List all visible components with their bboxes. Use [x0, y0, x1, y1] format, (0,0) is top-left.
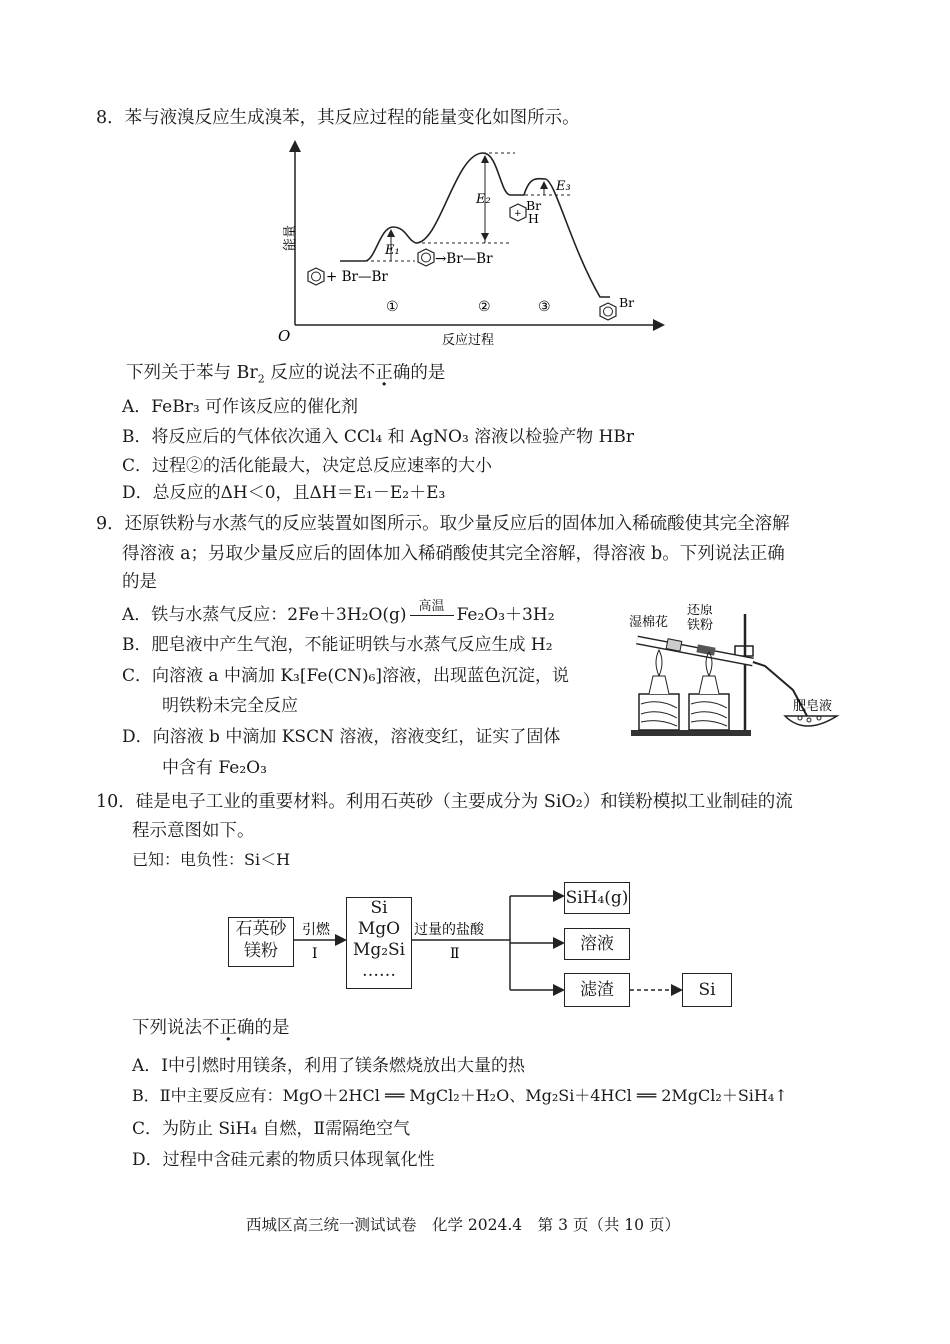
q9-option-b[interactable]: B．肥皂液中产生气泡，不能证明铁与水蒸气反应生成 H₂ [122, 635, 553, 655]
flow-final-si: Si [682, 973, 732, 1007]
energy-diagram [270, 135, 670, 350]
alcohol-lamp-1 [639, 650, 679, 730]
intermediate-h: H [528, 211, 539, 226]
svg-text:+: + [514, 209, 522, 219]
q8-option-c[interactable]: C．过程②的活化能最大，决定总反应速率的大小 [122, 456, 493, 476]
q8-option-d[interactable]: D．总反应的ΔH＜0，且ΔH＝E₁－E₂＋E₃ [122, 483, 446, 503]
flow-out-solution: 溶液 [564, 928, 630, 960]
reactant-label: + Br—Br [326, 269, 388, 285]
y-axis-label: 能量 [283, 224, 298, 251]
arenium-intermediate-icon [510, 204, 526, 221]
q8-stem: 8．苯与液溴反应生成溴苯，其反应过程的能量变化如图所示。 [96, 108, 580, 128]
origin-label: O [278, 327, 291, 345]
q9-stem-line1: 9．还原铁粉与水蒸气的反应装置如图所示。取少量反应后的固体加入稀硫酸使其完全溶解 [96, 514, 790, 534]
q10-option-b[interactable]: B．Ⅱ中主要反应有：MgO＋2HCl ══ MgCl₂＋H₂O、Mg₂Si＋4HCl ══ 2MgCl₂＋SiH₄↑ [132, 1086, 788, 1105]
step1-label: 引燃 [302, 922, 330, 938]
pi-complex-benzene-icon [418, 249, 434, 266]
step1-num: Ⅰ [312, 946, 318, 962]
flow-start-box: 石英砂 镁粉 [228, 917, 294, 967]
apparatus-diagram [625, 604, 845, 746]
q10-option-a[interactable]: A．Ⅰ中引燃时用镁条，利用了镁条燃烧放出大量的热 [132, 1056, 525, 1076]
step3-label: ③ [538, 299, 551, 315]
flow-out-sih4: SiH₄(g) [564, 882, 630, 914]
q9-stem-line3: 的是 [122, 572, 157, 592]
q10-known: 已知：电负性：Si＜H [132, 850, 291, 869]
q9-option-d-line2: 中含有 Fe₂O₃ [162, 758, 267, 778]
flow-arrows [292, 880, 692, 1010]
e2-label: E₂ [476, 192, 491, 207]
step1-label: ① [386, 299, 399, 315]
q9-option-c-line1[interactable]: C．向溶液 a 中滴加 K₃[Fe(CN)₆]溶液，出现蓝色沉淀，说 [122, 666, 570, 686]
label-soap: 肥皂液 [793, 699, 833, 714]
label-iron-2: 铁粉 [687, 618, 714, 633]
q10-sub-stem: 下列说法不正确的是 [132, 1018, 290, 1038]
stand-base [631, 730, 751, 736]
q8-option-a[interactable]: A．FeBr₃ 可作该反应的催化剂 [122, 397, 359, 417]
step2-label: ② [478, 299, 491, 315]
page-footer: 西城区高三统一测试试卷 化学 2024.4 第 3 页（共 10 页） [246, 1216, 680, 1234]
step2-num: Ⅱ [450, 946, 460, 962]
x-axis-label: 反应过程 [442, 333, 495, 348]
q10-stem-line2: 程示意图如下。 [132, 821, 255, 841]
bromobenzene-icon [600, 303, 616, 320]
label-wet-cotton: 湿棉花 [629, 615, 669, 630]
q10-stem-line1: 10．硅是电子工业的重要材料。利用石英砂（主要成分为 SiO₂）和镁粉模拟工业制硅的流 [96, 792, 793, 812]
q10-option-c[interactable]: C．为防止 SiH₄ 自燃，Ⅱ需隔绝空气 [132, 1119, 411, 1139]
q9-option-c-line2: 明铁粉未完全反应 [162, 696, 298, 716]
product-label: Br [619, 295, 635, 310]
e3-label: E₃ [556, 179, 571, 194]
q9-stem-line2: 得溶液 a；另取少量反应后的固体加入稀硝酸使其完全溶解，得溶液 b。下列说法正确 [122, 544, 785, 564]
flow-out-residue: 滤渣 [564, 973, 630, 1007]
flow-mid-box: Si MgO Mg₂Si …… [346, 897, 412, 989]
q8-sub-stem: 下列关于苯与 $Br_2$ 反应的说法不正确的是 [126, 363, 446, 386]
q9-option-a[interactable]: A．铁与水蒸气反应：2Fe＋3H₂O(g) 高温 Fe₂O₃＋3H₂ [122, 599, 555, 625]
q10-option-d[interactable]: D．过程中含硅元素的物质只体现氧化性 [132, 1150, 435, 1170]
alcohol-lamp-2 [689, 652, 729, 730]
intermediate-br: Br [526, 198, 542, 213]
wet-cotton [666, 639, 682, 651]
label-iron-1: 还原 [687, 604, 714, 618]
e1-label: E₁ [385, 243, 400, 258]
q8-option-b[interactable]: B．将反应后的气体依次通入 CCl₄ 和 AgNO₃ 溶液以检验产物 HBr [122, 427, 635, 447]
benzene-icon [308, 268, 324, 285]
q9-option-d-line1[interactable]: D．向溶液 b 中滴加 KSCN 溶液，溶液变红，证实了固体 [122, 727, 561, 747]
step2-label: 过量的盐酸 [414, 922, 484, 938]
complex-label: →Br—Br [435, 251, 493, 267]
